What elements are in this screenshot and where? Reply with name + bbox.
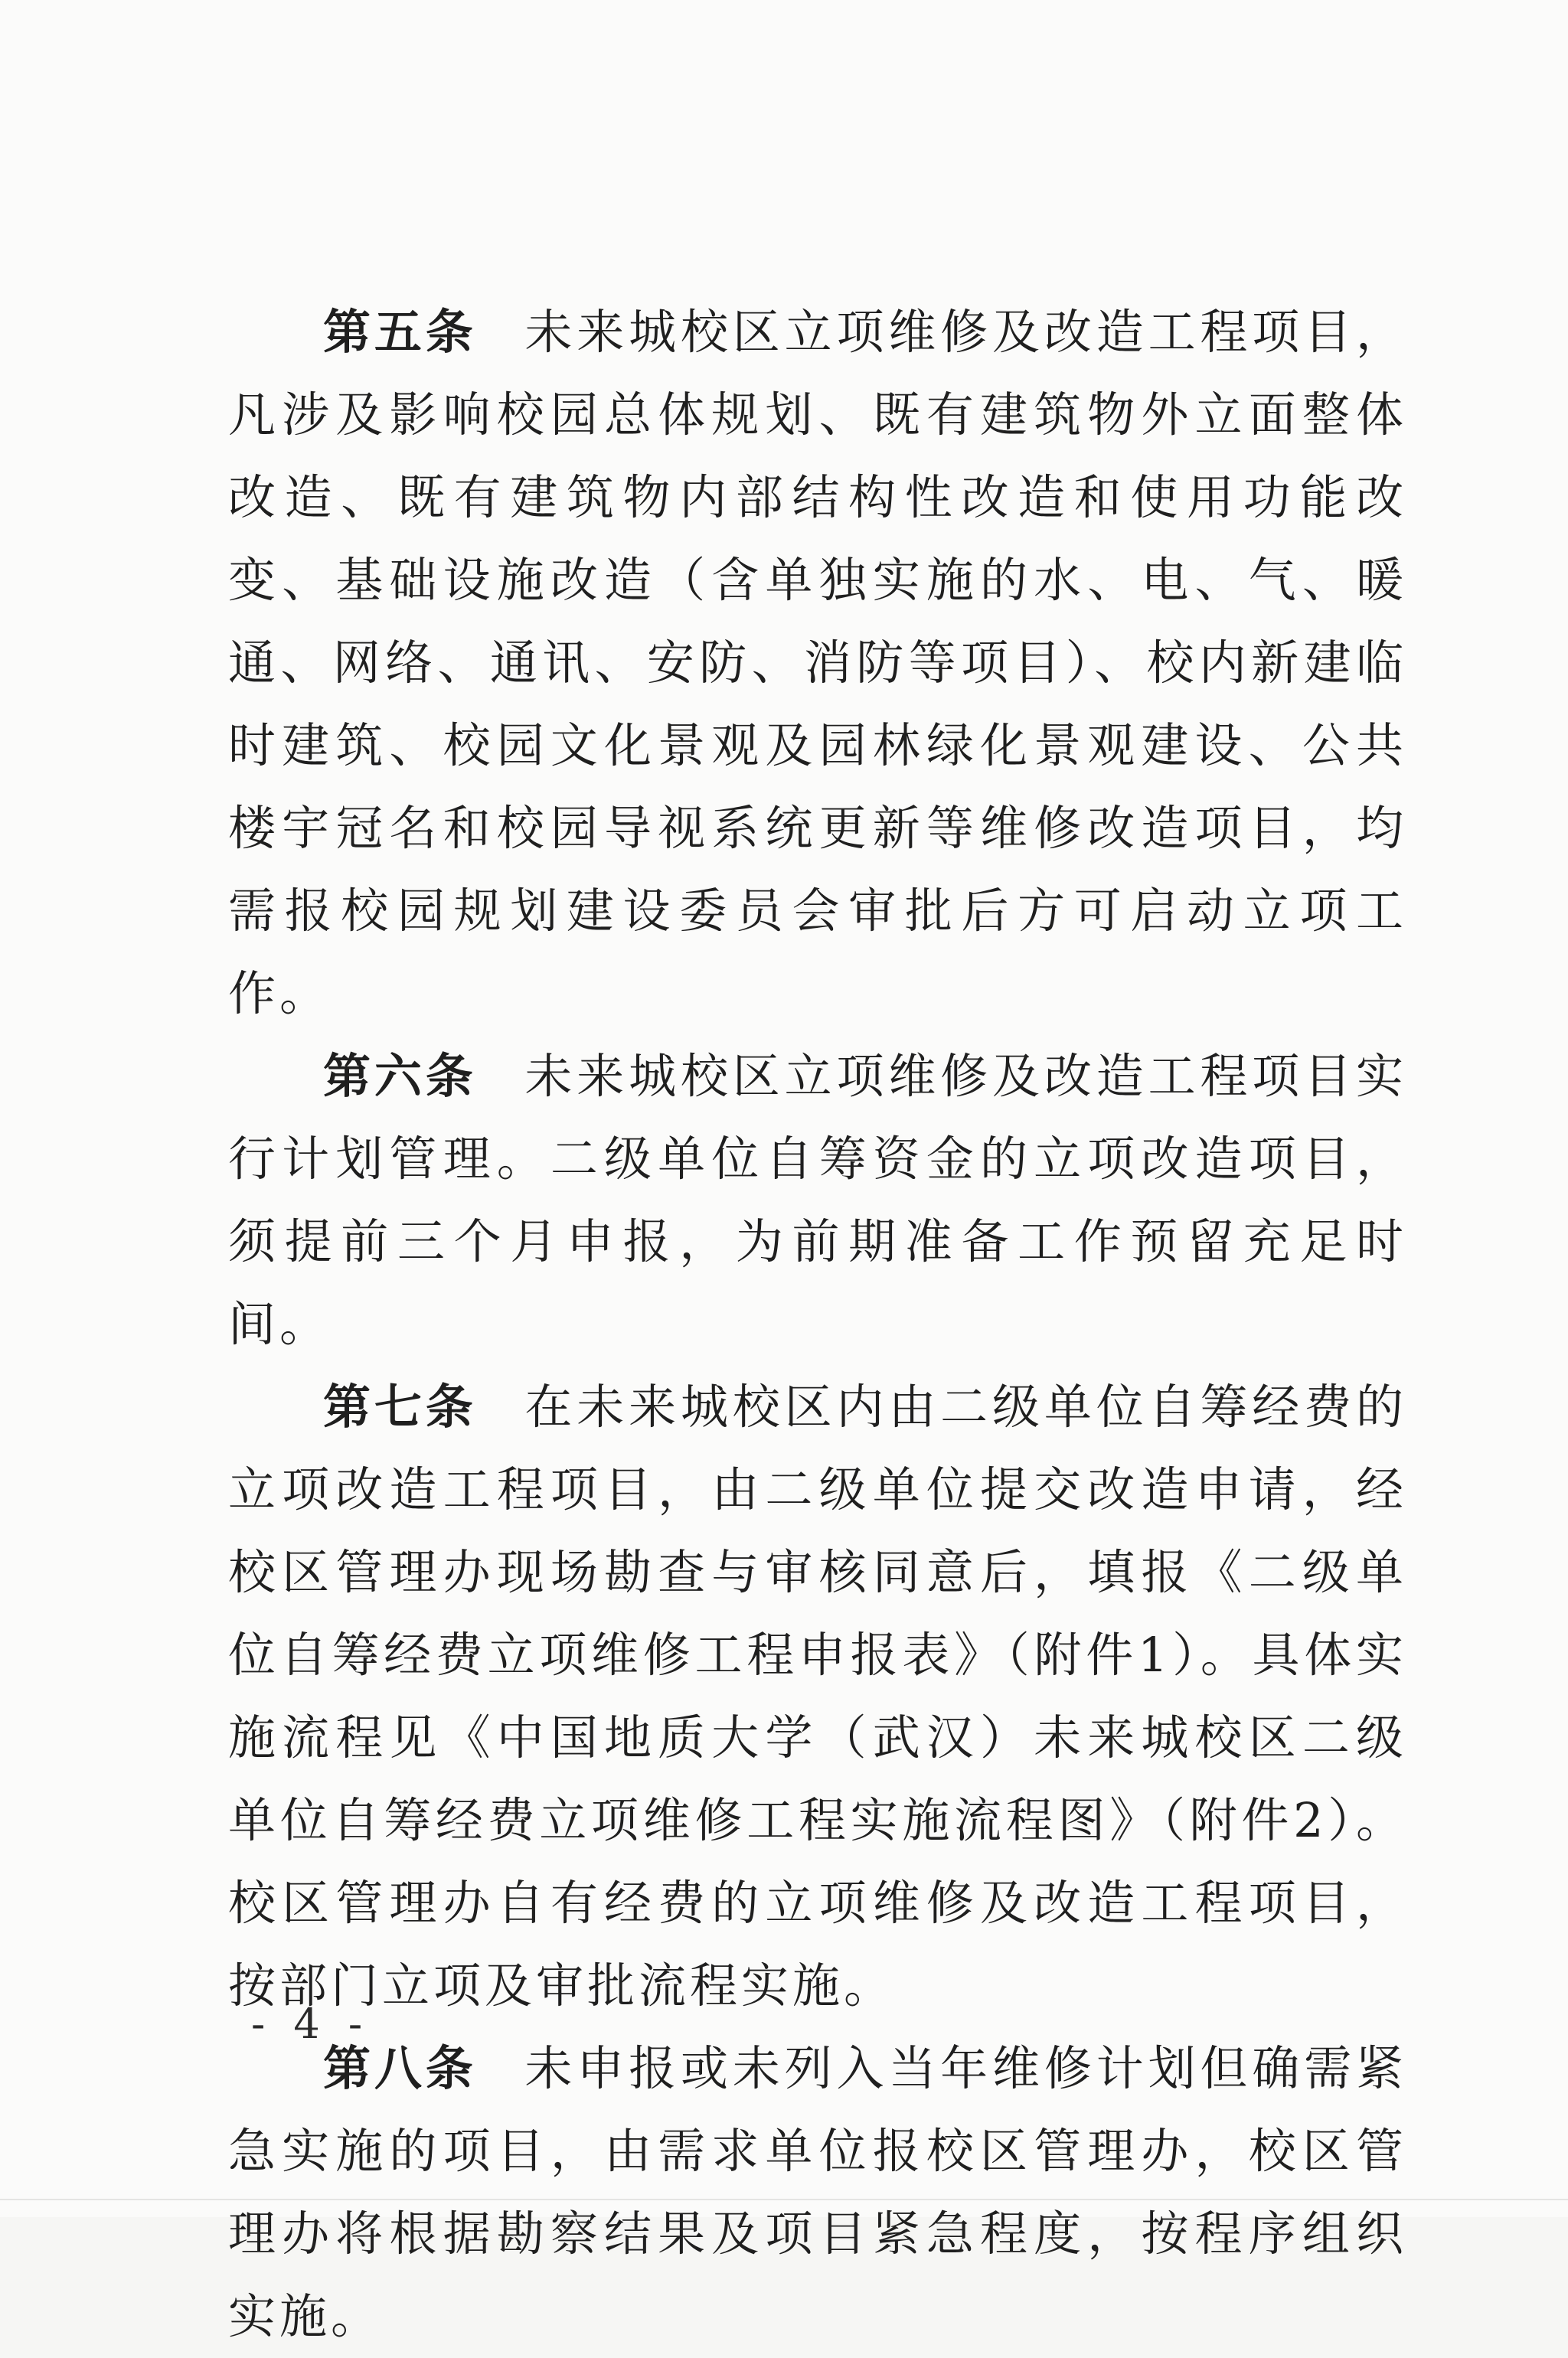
- document-body: [228, 291, 1407, 2358]
- article-6-paragraph: [228, 1035, 1407, 1366]
- article-5-label: 第五条: [323, 304, 477, 360]
- article-7-text: 在未来城校区内由二级单位自筹经费的立项改造工程项目，由二级单位提交改造申请，经校区管理办现场勘查与审核同意后，填报《二级单位自筹经费立项维修工程申报表》（附件1）。具体实施流程见《中国地质大学（武汉）未来城校区二级单位自筹经费立项维修工程实施流程图》（附件2）。校区管理办自有经费的立项维修及改造工程项目，按部门立项及审批流程实施。: [228, 1379, 1407, 2013]
- article-6-label: 第六条: [323, 1048, 477, 1104]
- article-8-label: 第八条: [323, 2040, 477, 2096]
- article-8-paragraph: [228, 2027, 1407, 2358]
- article-5-text: 未来城校区立项维修及改造工程项目，凡涉及影响校园总体规划、既有建筑物外立面整体改造、既有建筑物内部结构性改造和使用功能改变、基础设施改造（含单独实施的水、电、气、暖通、网络、通讯、安防、消防等项目）、校内新建临时建筑、校园文化景观及园林绿化景观建设、公共楼宇冠名和校园导视系统更新等维修改造项目，均需报校园规划建设委员会审批后方可启动立项工作。: [228, 304, 1407, 1021]
- page-number: - 4 -: [251, 2000, 371, 2048]
- article-5-paragraph: [228, 291, 1407, 1035]
- scan-edge-line: [0, 2199, 1568, 2200]
- article-8-text: 未申报或未列入当年维修计划但确需紧急实施的项目，由需求单位报校区管理办，校区管理办将根据勘察结果及项目紧急程度，按程序组织实施。: [228, 2040, 1407, 2344]
- article-7-paragraph: [228, 1366, 1407, 2027]
- article-7-label: 第七条: [323, 1379, 477, 1435]
- article-6-text: 未来城校区立项维修及改造工程项目实行计划管理。二级单位自筹资金的立项改造项目，须提前三个月申报，为前期准备工作预留充足时间。: [228, 1048, 1407, 1352]
